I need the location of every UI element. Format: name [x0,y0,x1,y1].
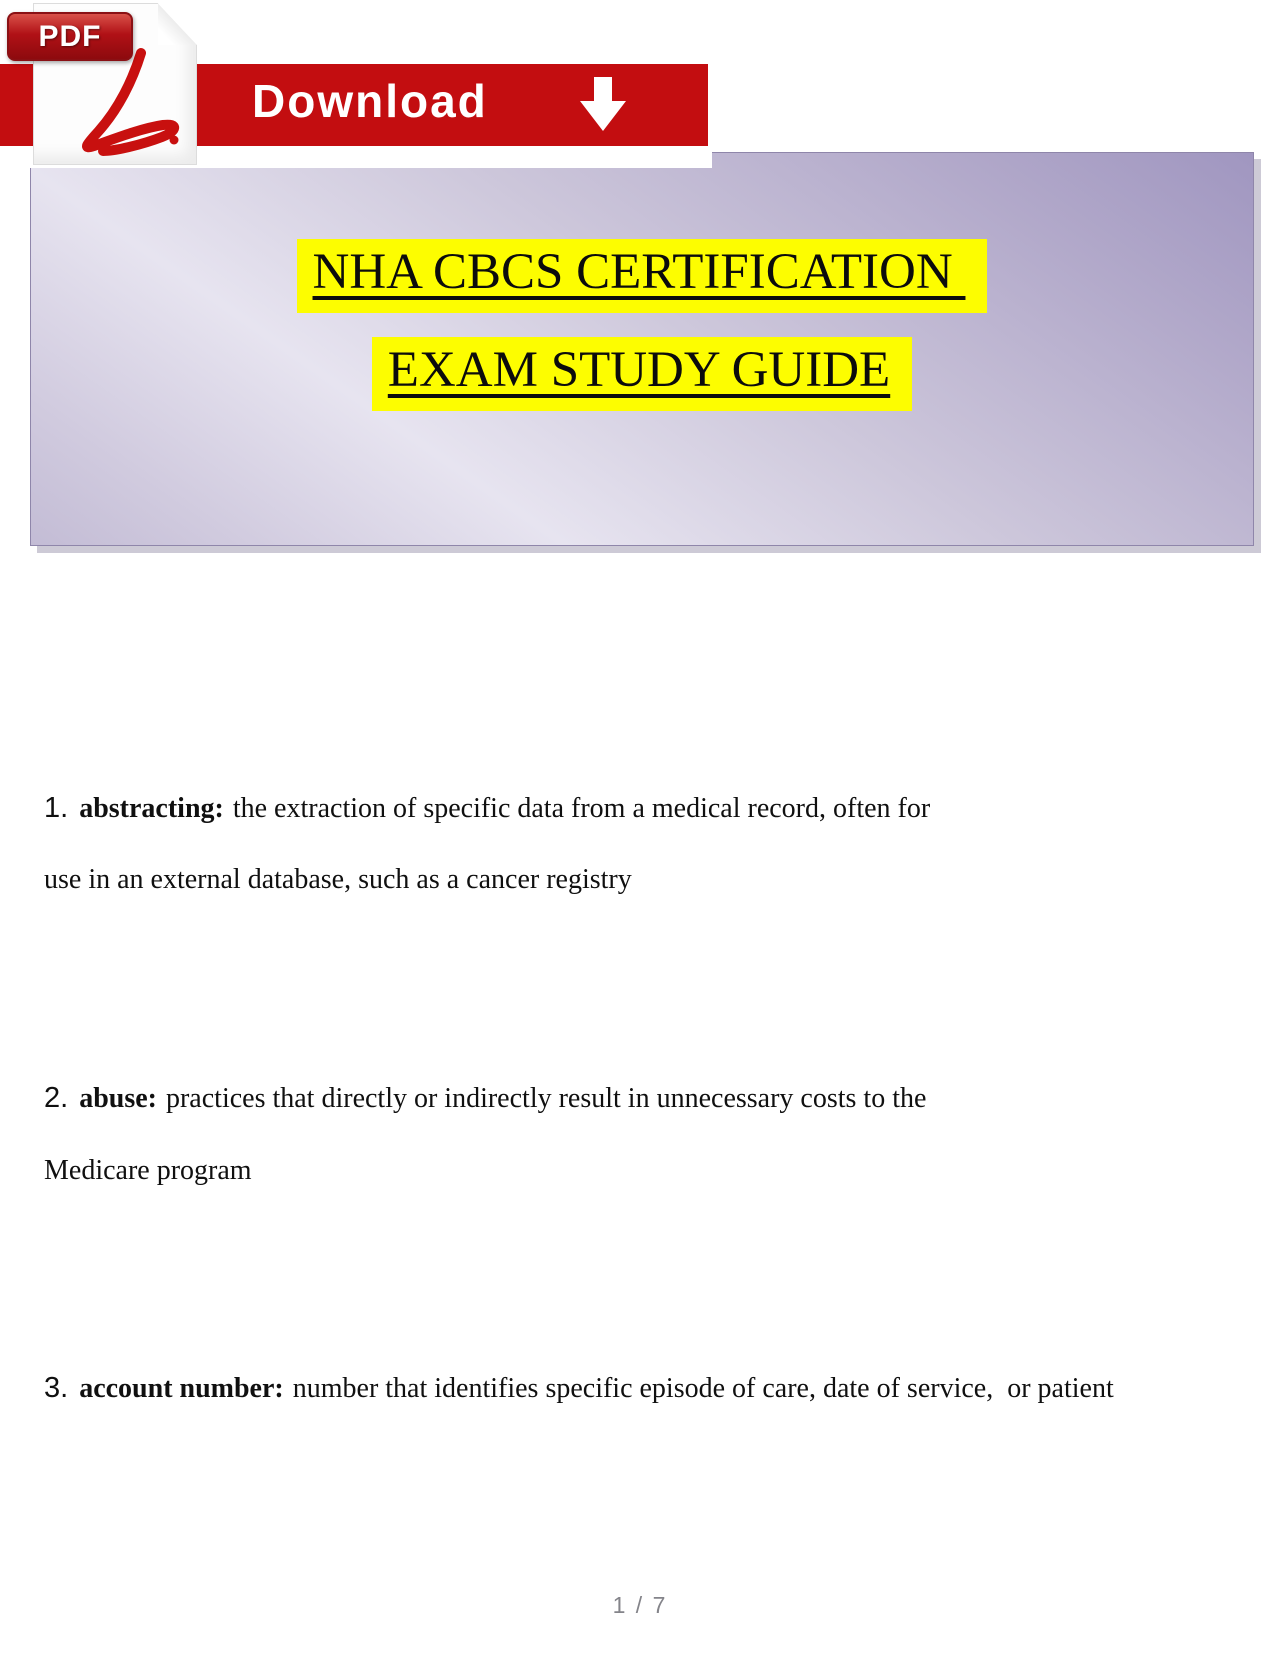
term-definition: use in an external database, such as a cancer registry [44,864,632,895]
pdf-download-banner[interactable] [0,0,712,168]
term-number: 3. [44,1372,69,1404]
slide-preview [30,152,1254,546]
term-name: abuse: [79,1083,157,1114]
term-definition: Medicare program [44,1155,252,1186]
term-name: abstracting: [79,793,224,824]
pdf-file-icon[interactable] [33,3,197,165]
download-arrow-icon [580,77,626,136]
term-definition: number that identifies specific episode of care, date of service, or patient [292,1373,1114,1404]
page-fold-corner [158,3,197,45]
glossary-item-2-line-1 [30,1050,926,1115]
slide-title-row-1 [31,239,1253,313]
term-name: account number: [79,1373,284,1404]
pdf-badge [7,12,133,61]
glossary-item-1-line-2 [30,832,632,896]
slide-title-line2: EXAM STUDY GUIDE [372,337,912,411]
page-indicator: 1 / 7 [612,1592,668,1618]
term-definition: practices that directly or indirectly result in unnecessary costs to the [165,1083,927,1114]
term-number: 2. [44,1082,69,1114]
term-definition: the extraction of specific data from a medical record, often for [232,793,931,824]
download-button-label: Download [252,75,488,127]
adobe-acrobat-ribbon-icon [63,47,188,164]
slide-title-row-2 [31,337,1253,411]
slide-title-line1: NHA CBCS CERTIFICATION [297,239,988,313]
glossary-item-3-line-1 [30,1340,1114,1405]
term-number: 1. [44,792,69,824]
glossary-item-1-line-1 [30,760,930,825]
pdf-badge-label: PDF [38,19,102,53]
glossary-item-2-line-2 [30,1123,252,1187]
